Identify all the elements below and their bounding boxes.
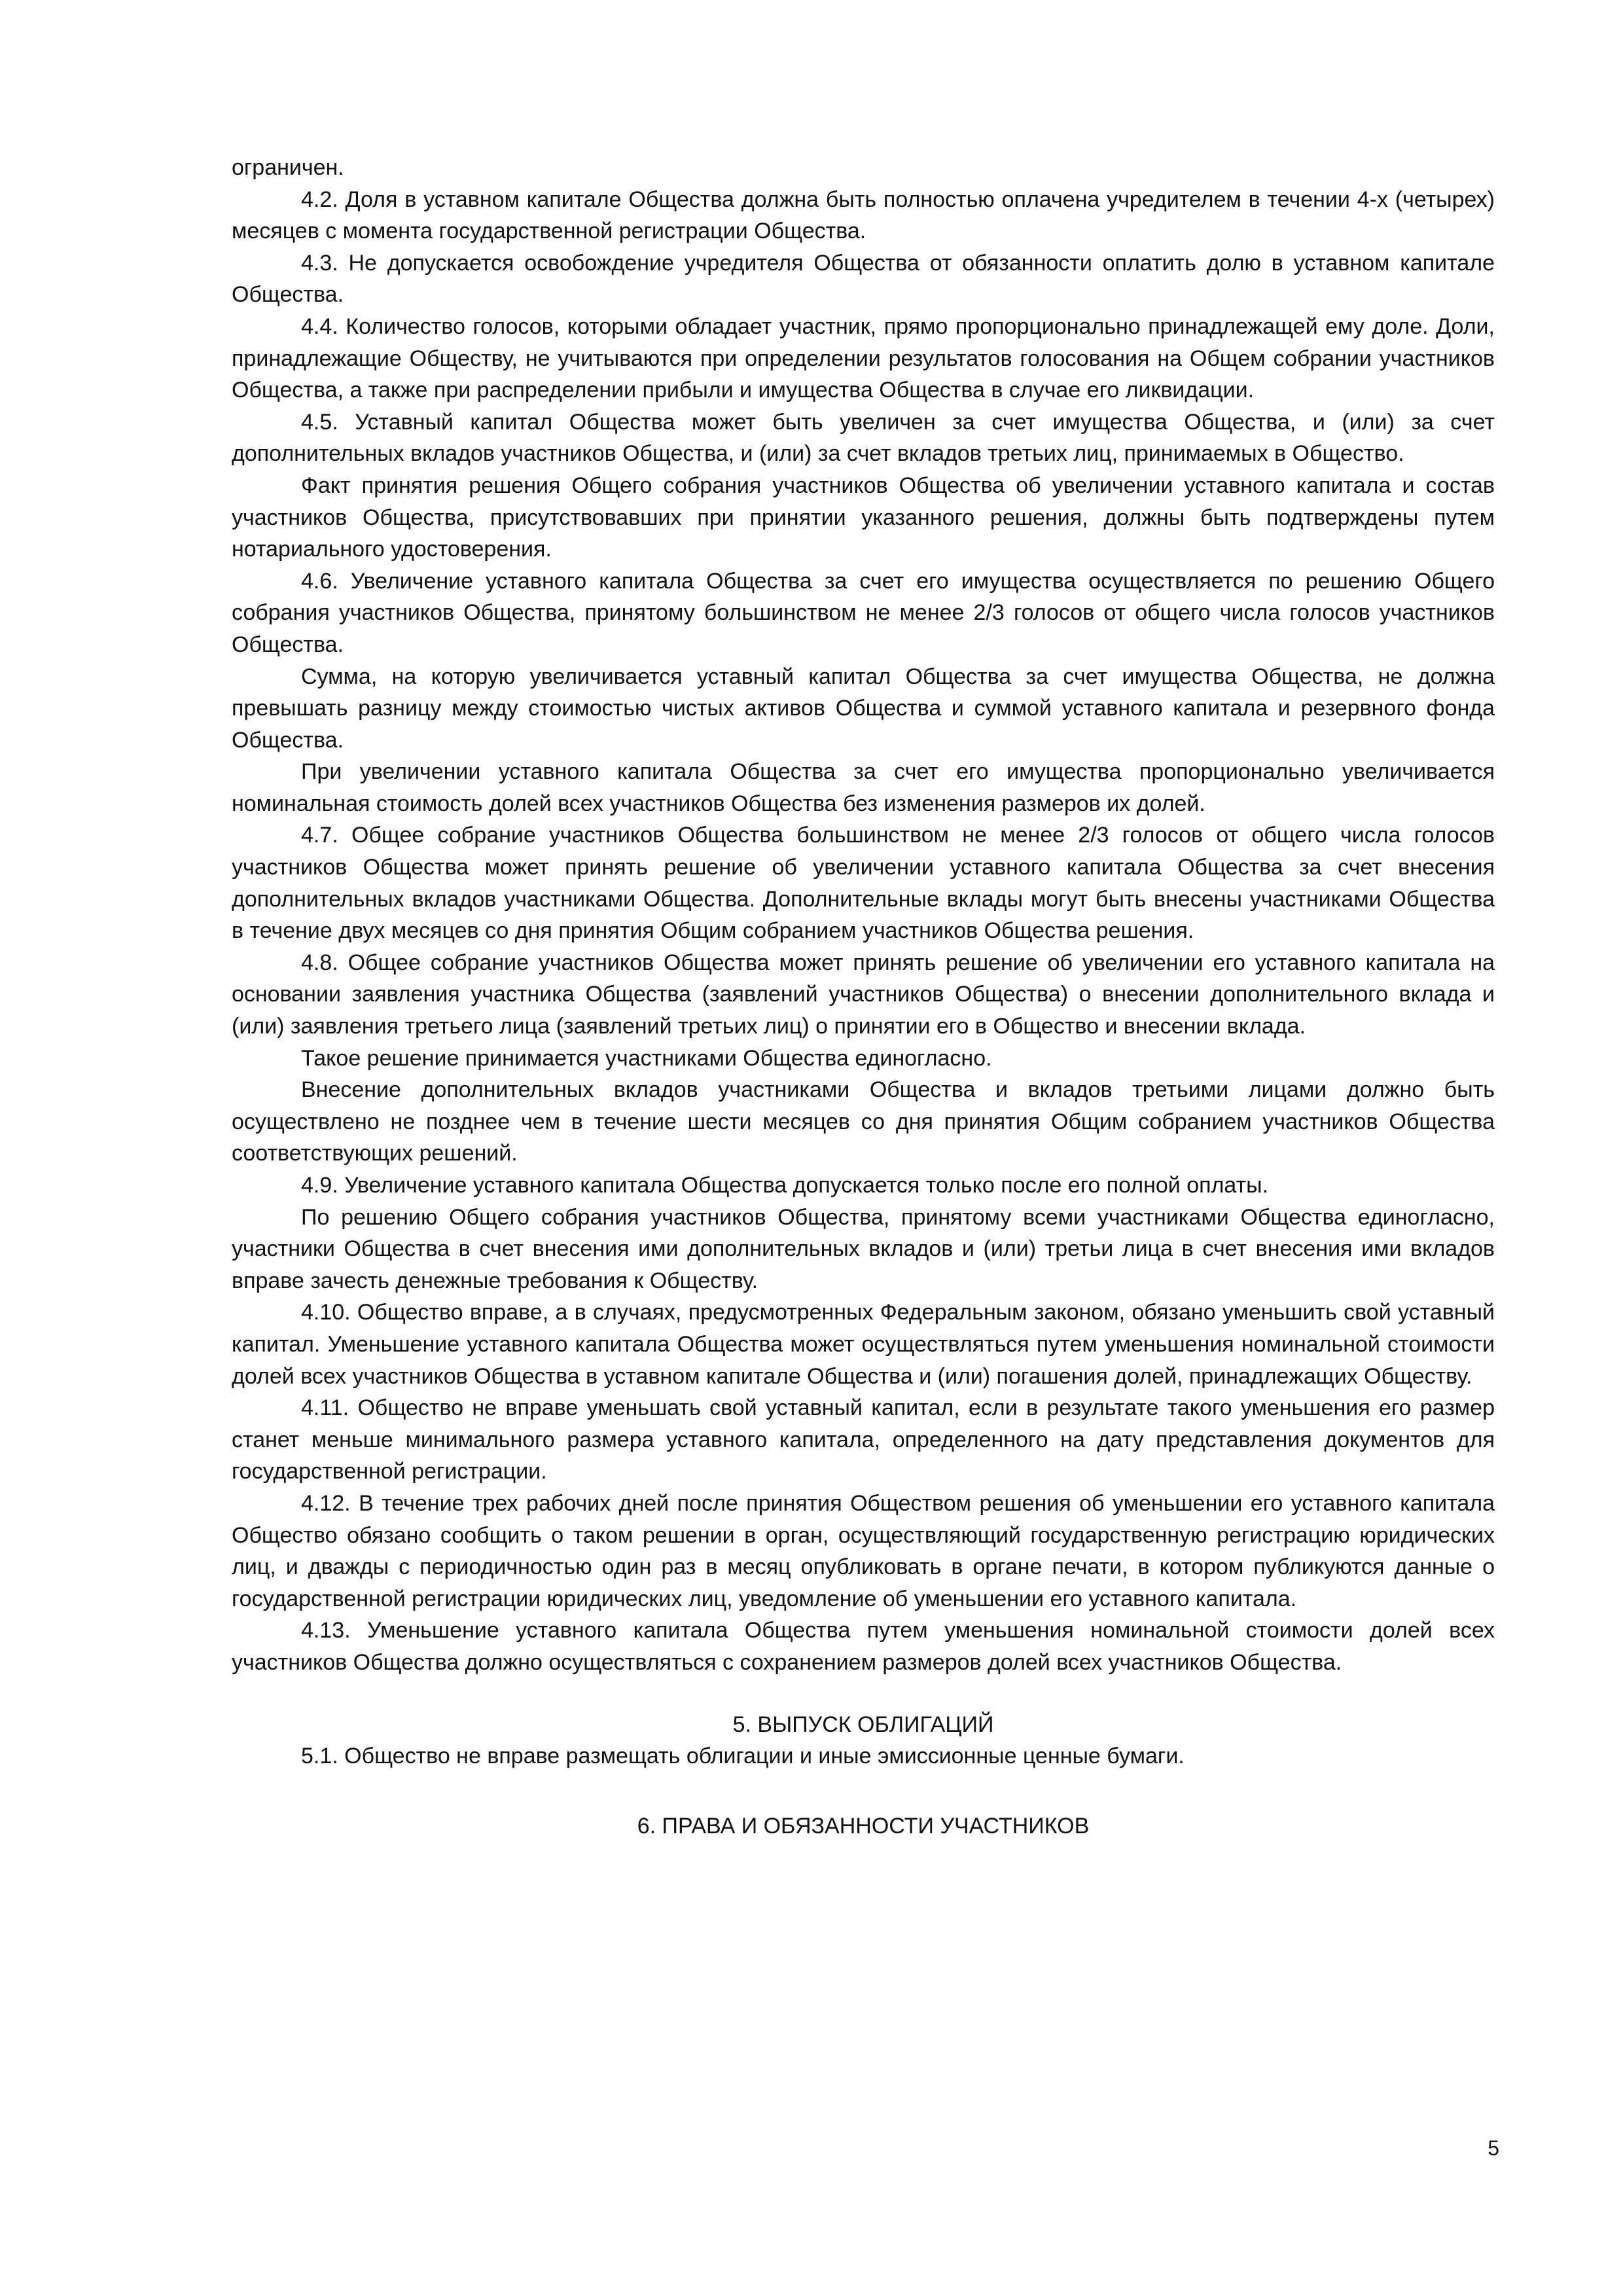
paragraph-4-10: 4.10. Общество вправе, а в случаях, предусмотренных Федеральным законом, обязано уменьшить свой уставный капитал. Уменьшение уставного капитала Общества может осуществляться путем уменьшения номинальной стоимости долей всех участников Общества в уставном капитале Общества и (или) погашения долей, принадлежащих Обществу. — [232, 1300, 1495, 1389]
paragraph-4-2: 4.2. Доля в уставном капитале Общества должна быть полностью оплачена учредителем в течении 4-х (четырех) месяцев с момента государственной регистрации Общества. — [232, 187, 1495, 244]
paragraph-4-6-proportional: При увеличении уставного капитала Общества за счет его имущества пропорционально увеличивается номинальная стоимость долей всех участников Общества без изменения размеров их долей. — [232, 759, 1495, 816]
paragraph-4-8-deadline: Внесение дополнительных вкладов участниками Общества и вкладов третьими лицами должно быть осуществлено не позднее чем в течение шести месяцев со дня принятия Общим собранием участников Общества соответствующих решений. — [232, 1077, 1495, 1166]
paragraph-4-8: 4.8. Общее собрание участников Общества может принять решение об увеличении его уставного капитала на основании заявления участника Общества (заявлений участников Общества) о внесении дополнительного вклада и (или) заявления третьего лица (заявлений третьих лиц) о принятии его в Общество и внесении вклада. — [232, 950, 1495, 1039]
paragraph-4-13: 4.13. Уменьшение уставного капитала Общества путем уменьшения номинальной стоимости долей всех участников Общества должно осуществляться с сохранением размеров долей всех участников Общества. — [232, 1618, 1495, 1675]
paragraph-4-5-confirmation: Факт принятия решения Общего собрания участников Общества об увеличении уставного капитала и состав участников Общества, присутствовавших при принятии указанного решения, должны быть подтверждены путем нотариального удостоверения. — [232, 473, 1495, 562]
paragraph-4-6-amount: Сумма, на которую увеличивается уставный капитал Общества за счет имущества Общества, не должна превышать разницу между стоимостью чистых активов Общества и суммой уставного капитала и резервного фонда Общества. — [232, 664, 1495, 753]
paragraph-4-12: 4.12. В течение трех рабочих дней после принятия Обществом решения об уменьшении его уставного капитала Общество обязано сообщить о таком решении в орган, осуществляющий государственную регистрацию юридических лиц, и дважды с периодичностью один раз в месяц опубликовать в органе печати, в котором публикуются данные о государственной регистрации юридических лиц, уведомление об уменьшении его уставного капитала. — [232, 1490, 1495, 1611]
paragraph-4-11: 4.11. Общество не вправе уменьшать свой уставный капитал, если в результате такого уменьшения его размер станет меньше минимального размера уставного капитала, определенного на дату представления документов для государственной регистрации. — [232, 1395, 1495, 1484]
paragraph-4-6: 4.6. Увеличение уставного капитала Общества за счет его имущества осуществляется по решению Общего собрания участников Общества, принятому большинством не менее 2/3 голосов от общего числа голосов участников Общества. — [232, 568, 1495, 657]
page-content — [232, 152, 1495, 1842]
section-6-heading: 6. ПРАВА И ОБЯЗАННОСТИ УЧАСТНИКОВ — [637, 1813, 1090, 1839]
paragraph-4-4: 4.4. Количество голосов, которыми обладает участник, прямо пропорционально принадлежащей ему доле. Доли, принадлежащие Обществу, не учитываются при определении результатов голосования на Общем собрании участников Общества, а также при распределении прибыли и имущества Общества в случае его ликвидации. — [232, 314, 1495, 403]
paragraph-5-1: 5.1. Общество не вправе размещать облигации и иные эмиссионные ценные бумаги. — [301, 1744, 1185, 1769]
paragraph-4-7: 4.7. Общее собрание участников Общества большинством не менее 2/3 голосов от общего числа голосов участников Общества может принять решение об увеличении уставного капитала Общества за счет внесения дополнительных вкладов участниками Общества. Дополнительные вклады могут быть внесены участниками Общества в течение двух месяцев со дня принятия Общим собранием участников Общества решения. — [232, 823, 1495, 944]
page-number: 5 — [1488, 2136, 1499, 2160]
paragraph-4-5: 4.5. Уставный капитал Общества может быть увеличен за счет имущества Общества, и (или) за счет дополнительных вкладов участников Общества, и (или) за счет вкладов третьих лиц, принимаемых в Общество. — [232, 409, 1495, 467]
paragraph-4-3: 4.3. Не допускается освобождение учредителя Общества от обязанности оплатить долю в уставном капитале Общества. — [232, 250, 1495, 308]
paragraph-4-8-unanimous: Такое решение принимается участниками Общества единогласно. — [301, 1045, 992, 1071]
section-5-heading: 5. ВЫПУСК ОБЛИГАЦИЙ — [732, 1712, 994, 1737]
paragraph-4-9: 4.9. Увеличение уставного капитала Общества допускается только после его полной оплаты. — [301, 1173, 1269, 1198]
paragraph-4-9-offset: По решению Общего собрания участников Общества, принятому всеми участниками Общества единогласно, участники Общества в счет внесения ими дополнительных вкладов и (или) третьи лица в счет внесения ими вкладов вправе зачесть денежные требования к Обществу. — [232, 1204, 1495, 1293]
paragraph-continuation: ограничен. — [232, 155, 344, 180]
